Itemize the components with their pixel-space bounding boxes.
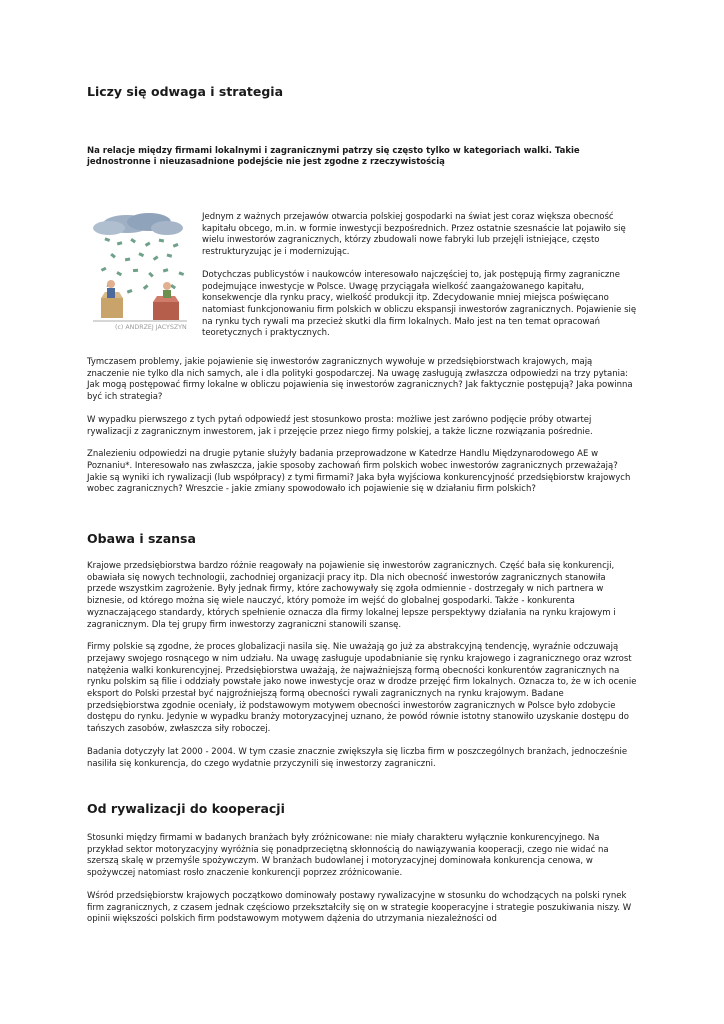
intro-text bbox=[202, 212, 637, 340]
paragraph: Badania dotyczyły lat 2000 - 2004. W tym czasie znacznie zwiększyła się liczba firm w poszczególnych branżach, jednocześnie nasiliła się konkurencja, do czego wydatnie przyczynili się inwestorzy zagraniczni. bbox=[87, 746, 628, 769]
paragraph: Tymczasem problemy, jakie pojawienie się inwestorów zagranicznych wywołuje w przedsiębiorstwach krajowych, mają znaczenie nie tylko dla nich samych, ale i dla polityki gospodarczej. Na uwagę zasługują zwłaszcza odpowiedzi na trzy pytania: Jak mogą postępować firmy lokalne w obliczu pojawienia się inwestorów zagranicznych? Jak faktycznie postępują? Jaka powinna być ich strategia? bbox=[87, 357, 633, 403]
paragraph: Krajowe przedsiębiorstwa bardzo różnie reagowały na pojawienie się inwestorów zagranicznych. Część bała się konkurencji, obawiała się nowych technologii, zachodniej organizacji pracy itp. Dla nich obecność inwestorów zagranicznych stanowiła przede wszystkim zagrożenie. Były jednak firmy, które zachowywały się zgoła odmiennie - dostrzegały w nich partnera w biznesie, od którego można się wiele nauczyć, który pomoże im wejść do globalnej gospodarki. Także - konkurenta wyznaczającego standardy, których spełnienie oznacza dla firmy lokalnej lepsze perspektywy działania na rynku krajowym i zagranicznym. Dla tej grupy firm inwestorzy zagraniczni stanowili szansę. bbox=[87, 561, 616, 630]
article-illustration bbox=[87, 212, 193, 332]
image-credit: (c) ANDRZEJ JACYSZYN bbox=[115, 324, 187, 331]
intro-section bbox=[87, 212, 637, 342]
paragraph: Znalezieniu odpowiedzi na drugie pytanie służyły badania przeprowadzone w Katedrze Handlu Międzynarodowego AE w Poznaniu*. Interesowało nas zwłaszcza, jakie sposoby zachowań firm polskich wobec inwestorów zagranicznych przeważają? Jakie są wyniki ich rywalizacji (lub współpracy) z tymi firmami? Jaka była wyjściowa konkurencyjność przedsiębiorstw krajowych wobec zagranicznych? Wreszcie - jakie zmiany spowodowało ich pojawienie się w działaniu firm polskich? bbox=[87, 449, 631, 495]
body-section-2 bbox=[87, 561, 637, 770]
paragraph: Stosunki między firmami w badanych branżach były zróżnicowane: nie miały charakteru wyłącznie konkurencyjnego. Na przykład sektor motoryzacyjny wyróżnia się ponadprzeciętną skłonnością do nawiązywania kooperacji, czego nie widać na szerszą skalę w przemyśle spożywczym. W branżach budowlanej i motoryzacyjnej dominowała konkurencja cenowa, w spożywczej natomiast rosło znaczenie konkurencji poprzez zróżnicowanie. bbox=[87, 833, 609, 879]
section-heading: Obawa i szansa bbox=[87, 531, 196, 546]
paragraph: Dotychczas publicystów i naukowców interesowało najczęściej to, jak postępują firmy zagraniczne podejmujące inwestycje w Polsce. Uwagę przyciągała wielkość zaangażowanego kapitału, konsekwencje dla rynku pracy, wielkość produkcji itp. Zdecydowanie mniej miejsca poświęcano natomiast funkcjonowaniu firm polskich w obliczu ekspansji inwestorów zagranicznych. Pojawienie się na rynku tych rywali ma przecież skutki dla firm lokalnych. Mało jest na ten temat opracowań teoretycznych i praktycznych. bbox=[202, 269, 637, 339]
body-section-3 bbox=[87, 833, 637, 926]
paragraph: W wypadku pierwszego z tych pytań odpowiedź jest stosunkowo prosta: możliwe jest zarówno podjęcie próby otwartej rywalizacji z zagranicznym inwestorem, jak i przejęcie przez niego firmy polskiej, a także liczne rozwiązania pośrednie. bbox=[87, 414, 593, 437]
section-heading: Od rywalizacji do kooperacji bbox=[87, 801, 285, 816]
paragraph: Firmy polskie są zgodne, że proces globalizacji nasila się. Nie uważają go już za abstrakcyjną tendencję, wyraźnie odczuwają przejawy swojego rosnącego w nim udziału. Na uwagę zasługuje upodabnianie się rynku krajowego i zagranicznego oraz wzrost natężenia walki konkurencyjnej. Przedsiębiorstwa uważają, że najważniejszą formą obecności konkurentów zagranicznych na rynku polskim są filie i oddziały powstałe jako nowe inwestycje oraz w drodze przejęć firm lokalnych. Oznacza to, że w ich ocenie eksport do Polski przestał być najgroźniejszą formą obecności rywali zagranicznych na rynku krajowym. Badane przedsiębiorstwa zgodnie oceniały, iż podstawowym motywem obecności inwestorów zagranicznych w Polsce było zdobycie dostępu do rynku. Jedynie w wypadku branży motoryzacyjnej uznano, że powód równie istotny stanowiło uzyskanie dostępu do tańszych zasobów, zwłaszcza siły roboczej. bbox=[87, 642, 637, 735]
money-rain-illustration bbox=[87, 212, 193, 332]
body-section-1 bbox=[87, 357, 637, 496]
paragraph: Wśród przedsiębiorstw krajowych początkowo dominowały postawy rywalizacyjne w stosunku do wchodzących na polski rynek firm zagranicznych, z czasem jednak częściowo przekształciły się on w strategie kooperacyjne i strategie poszukiwania niszy. W opinii większości polskich firm podstawowym motywem dążenia do utrzymania niezależności od bbox=[87, 890, 632, 925]
article-title: Liczy się odwaga i strategia bbox=[87, 84, 284, 99]
paragraph: Jednym z ważnych przejawów otwarcia polskiej gospodarki na świat jest coraz większa obecność kapitału obcego, m.in. w formie inwestycji bezpośrednich. Przez ostatnie szesnaście lat pojawiło się wielu inwestorów zagranicznych, którzy zbudowali nowe fabryki lub przejęli istniejące, często restrukturyzując je i modernizując. bbox=[202, 212, 626, 258]
article-lead: Na relacje między firmami lokalnymi i zagranicznymi patrzy się często tylko w kategoriach walki. Takie jednostronne i nieuzasadnione podejście nie jest zgodne z rzeczywistością bbox=[87, 146, 580, 167]
